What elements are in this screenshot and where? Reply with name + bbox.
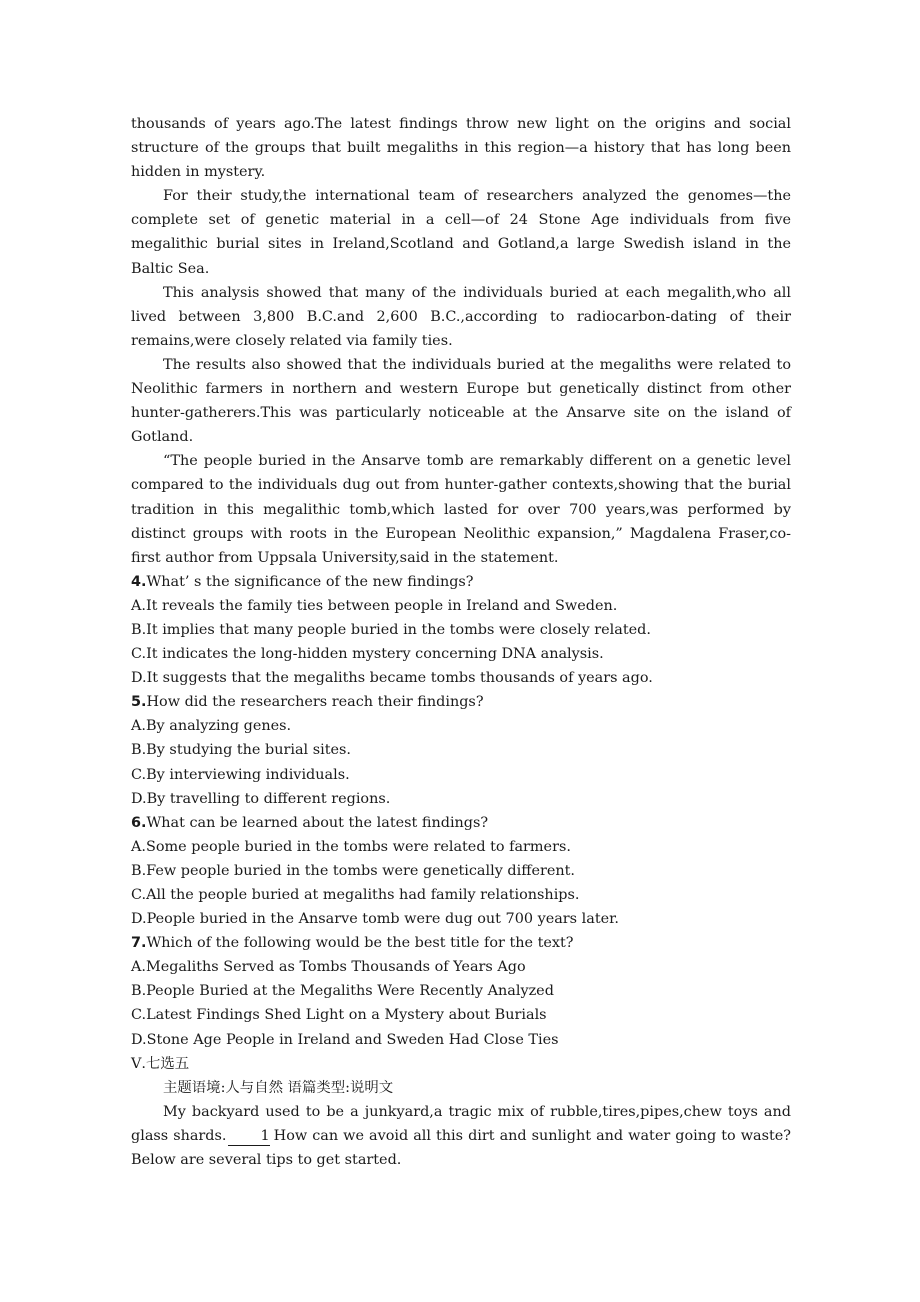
question-text: What can be learned about the latest findings? [146,814,489,831]
section-title: Ⅴ.七选五 [131,1055,190,1072]
option-c[interactable]: C.Latest Findings Shed Light on a Mystery about Burials [131,1007,547,1024]
intro-text-after-blank: How can we avoid all this dirt and sunlight and water going to waste?Below are several tips to get started. [131,1127,792,1169]
section-subheading: 主题语境:人与自然 语篇类型:说明文 [163,1079,394,1096]
question-number: 4. [131,573,147,590]
option-a[interactable]: A.Megaliths Served as Tombs Thousands of Years Ago [131,959,526,976]
option-c[interactable]: C.By interviewing individuals. [131,766,350,783]
question-stem [131,931,791,955]
section-intro-paragraph [131,1100,791,1172]
option-b[interactable]: B.By studying the burial sites. [131,742,351,759]
question-4 [131,570,791,690]
option-a[interactable]: A.By analyzing genes. [131,718,292,735]
question-5 [131,690,791,810]
option-b[interactable]: B.Few people buried in the tombs were genetically different. [131,862,575,879]
passage-paragraph-1: thousands of years ago.The latest findings throw new light on the origins and social structure of the groups that built megaliths in this region—a history that has long been hidden in mystery. [131,116,791,181]
option-a[interactable]: A.Some people buried in the tombs were related to farmers. [131,838,571,855]
option-d[interactable]: D.It suggests that the megaliths became tombs thousands of years ago. [131,670,653,687]
question-7 [131,931,791,1051]
question-text: What’ s the significance of the new findings? [146,573,474,590]
question-text: Which of the following would be the best title for the text? [146,935,574,952]
question-6 [131,811,791,931]
option-d[interactable]: D.People buried in the Ansarve tomb were dug out 700 years later. [131,911,619,928]
intro-text-before-blank: My backyard used to be a junkyard,a tragic mix of rubble,tires,pipes,chew toys and glass shards. [131,1103,791,1144]
passage-paragraph-4: The results also showed that the individuals buried at the megaliths were related to Neolithic farmers in northern and western Europe but genetically distinct from other hunter-gatherers.This was particularly noticeable at the Ansarve site on the island of Gotland. [131,356,791,446]
question-number: 5. [131,694,147,711]
option-a[interactable]: A.It reveals the family ties between people in Ireland and Sweden. [131,597,618,614]
option-c[interactable]: C.It indicates the long-hidden mystery concerning DNA analysis. [131,646,604,663]
question-stem [131,570,791,594]
option-c[interactable]: C.All the people buried at megaliths had family relationships. [131,887,580,903]
question-stem [131,690,791,714]
question-text: How did the researchers reach their findings? [146,694,484,711]
question-number: 7. [131,935,147,952]
passage-paragraph-5: “The people buried in the Ansarve tomb are remarkably different on a genetic level compared to the individuals dug out from hunter-gather contexts,showing that the burial tradition in this megalithic tomb,which lasted for over 700 years,was performed by distinct groups with roots in the European Neolithic expansion,” Magdalena Fraser,co-first author from Uppsala University,said in the statement. [131,453,791,566]
answer-blank-1[interactable]: 1 [228,1127,269,1146]
passage-paragraph-3: This analysis showed that many of the individuals buried at each megalith,who all lived between 3,800 B.C.and 2,600 B.C.,according to radiocarbon-dating of their remains,were closely related via family ties. [131,284,791,349]
option-b[interactable]: B.It implies that many people buried in the tombs were closely related. [131,621,651,638]
option-d[interactable]: D.By travelling to different regions. [131,790,391,807]
option-d[interactable]: D.Stone Age People in Ireland and Sweden Had Close Ties [131,1031,559,1048]
question-stem [131,811,791,835]
question-number: 6. [131,814,147,831]
option-b[interactable]: B.People Buried at the Megaliths Were Recently Analyzed [131,983,554,1000]
passage-paragraph-2: For their study,the international team of researchers analyzed the genomes—the complete set of genetic material in a cell—of 24 Stone Age individuals from five megalithic burial sites in Ireland,Scotland and Gotland,a large Swedish island in the Baltic Sea. [131,188,791,277]
document-page [131,112,791,1172]
